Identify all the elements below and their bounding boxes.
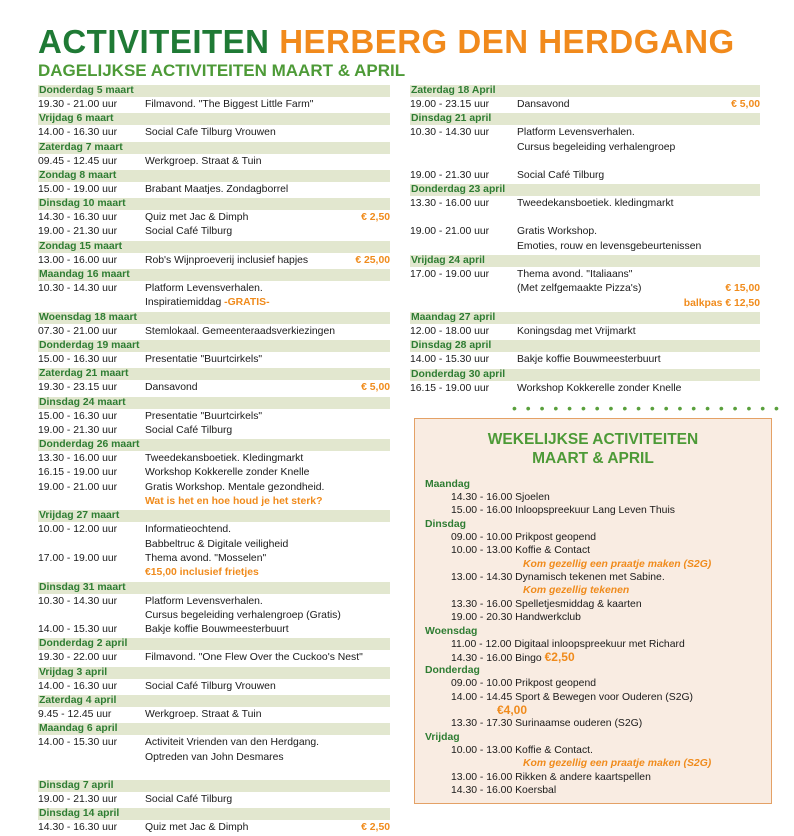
day-heading: Vrijdag 24 april [410,255,760,267]
activity-row [410,197,760,211]
activity-time: 09.45 - 12.45 uur [38,155,118,167]
activity-name: Quiz met Jac & Dimph [145,822,249,834]
weekly-row [425,504,771,517]
weekly-row-text: 11.00 - 12.00 Digitaal inloopspreekuur met Richard [451,638,685,650]
activity-name: Social Café Tilburg [517,169,605,181]
activity-name: Quiz met Jac & Dimph [145,212,249,224]
activity-row [410,382,760,396]
day-heading: Dinsdag 31 maart [38,582,390,594]
activity-row [38,793,390,807]
weekly-row-text: 14.30 - 16.00 Koersbal [451,785,557,797]
activity-price: € 5,00 [731,99,760,110]
weekly-row [425,691,771,704]
activity-time: 19.00 - 23.15 uur [410,99,490,110]
daily-activities-left-column [38,84,390,836]
day-heading: Dinsdag 28 april [410,340,760,352]
day-heading: Donderdag 2 april [38,638,390,650]
activity-row [38,282,390,296]
weekly-row-text: 14.30 - 16.00 Bingo [451,652,542,664]
activity-time: 19.00 - 21.00 uur [410,226,490,238]
activity-name: Informatieochtend. [145,524,232,536]
activity-detail-highlight: -GRATIS- [221,297,270,309]
activity-name: Presentatie "Buurtcirkels" [145,410,263,422]
day-heading: Donderdag 30 april [410,369,760,381]
activity-row [38,552,390,566]
activity-row [38,651,390,665]
title-herberg: HERBERG DEN HERDGANG [279,23,735,60]
weekly-row-text: 09.00 - 10.00 Prikpost geopend [451,531,596,543]
weekly-row [425,491,771,504]
activity-name: Werkgroep. Straat & Tuin [145,155,262,167]
activity-time: 19.00 - 21.30 uur [38,793,118,805]
activity-row [38,708,390,722]
activity-time: 10.30 - 14.30 uur [38,595,118,607]
activity-time: 17.00 - 19.00 uur [410,269,490,281]
activity-row [38,126,390,140]
spacer [38,765,390,779]
activity-name: Stemlokaal. Gemeenteraadsverkiezingen [145,325,336,337]
weekly-row-text: 09.00 - 10.00 Prikpost geopend [451,678,596,690]
activity-price: € 15,00 [725,283,760,295]
activity-name: Dansavond [145,382,198,394]
activity-time: 14.30 - 16.30 uur [38,822,118,834]
activity-row [38,410,390,424]
day-heading: Vrijdag 3 april [38,667,390,679]
activity-row [410,98,760,112]
activity-name: Rob's Wijnproeverij inclusief hapjes [145,254,309,266]
day-heading: Dinsdag 21 april [410,113,760,125]
activity-price: € 2,50 [361,822,390,834]
activity-name: Social Café Tilburg [145,424,233,436]
weekly-day-heading: Maandag [425,479,471,490]
activity-time: 15.00 - 19.00 uur [38,183,118,195]
activity-name: Gratis Workshop. [517,226,598,238]
daily-activities-right-column [410,84,760,396]
day-heading: Zaterdag 21 maart [38,368,390,380]
activity-row [38,381,390,395]
activity-time: 12.00 - 18.00 uur [410,325,490,337]
weekly-row-note: Kom gezellig een praatje maken (S2G) [523,758,712,770]
activity-time: 19.00 - 21.30 uur [410,169,490,181]
activity-discount-price: balkpas € 12,50 [683,297,760,309]
weekly-title-line2: MAART & APRIL [532,450,654,467]
activity-time: 10.30 - 14.30 uur [38,283,118,295]
activity-row [410,325,760,339]
weekly-row-text: 13.00 - 14.30 Dynamisch tekenen met Sabine. [451,571,665,583]
activity-row [410,126,760,140]
day-heading: Zaterdag 18 April [410,85,760,97]
activity-name: Presentatie "Buurtcirkels" [145,353,263,365]
activity-row [38,523,390,537]
activity-row [38,821,390,835]
weekly-day-heading: Woensdag [425,625,478,637]
activity-time: 14.30 - 16.30 uur [38,212,118,224]
weekly-row [425,571,771,584]
activity-detail-text: Babbeltruc & Digitale veiligheid [145,538,289,550]
weekly-row [425,771,771,784]
weekly-row-text: 19.00 - 20.30 Handwerkclub [451,612,581,624]
activity-row [38,183,390,197]
weekly-day-heading: Donderdag [425,665,480,677]
activity-row [38,452,390,466]
day-heading: Maandag 6 april [38,723,390,735]
activity-row [38,736,390,750]
activity-name: Platform Levensverhalen. [145,283,263,295]
day-heading: Vrijdag 27 maart [38,510,390,522]
activity-row [38,680,390,694]
activity-detail-text: Emoties, rouw en levensgebeurtenissen [517,240,702,252]
weekly-row [425,531,771,544]
weekly-row-text: 13.30 - 16.00 Spelletjesmiddag & kaarten [451,598,642,610]
activity-row [38,623,390,637]
weekly-row-text: 14.00 - 14.45 Sport & Bewegen voor Ouderen (S2G) [451,691,694,703]
day-heading: Dinsdag 10 maart [38,198,390,210]
activity-time: 19.30 - 22.00 uur [38,652,118,664]
weekly-row [425,677,771,690]
activity-name: Activiteit Vrienden van den Herdgang. [145,737,320,749]
weekly-day-heading: Vrijdag [425,731,460,743]
activity-detail-text: (Met zelfgemaakte Pizza's) [517,283,642,295]
day-heading: Donderdag 23 april [410,184,760,196]
activity-name: Platform Levensverhalen. [145,595,263,607]
activity-row [410,268,760,282]
title-activiteiten: ACTIVITEITEN [38,23,270,60]
activity-time: 19.00 - 21.30 uur [38,226,118,238]
activity-row [38,254,390,268]
activity-detail-text: Cursus begeleiding verhalengroep [517,141,676,153]
weekly-row-text: 13.30 - 17.30 Surinaamse ouderen (S2G) [451,718,643,730]
activity-time: 15.00 - 16.30 uur [38,353,118,365]
weekly-row [425,638,771,651]
activity-price: € 2,50 [361,212,390,224]
weekly-row [425,744,771,757]
activity-time: 10.30 - 14.30 uur [410,127,490,139]
activity-detail [38,751,390,765]
activity-detail-text: Optreden van John Desmares [145,751,284,763]
activity-detail-text: Cursus begeleiding verhalengroep (Gratis) [145,609,341,621]
activity-name: Brabant Maatjes. Zondagborrel [145,183,289,195]
activity-time: 19.30 - 23.15 uur [38,382,118,394]
weekly-row-text: 14.30 - 16.00 Sjoelen [451,492,550,503]
activity-time: 19.00 - 21.30 uur [38,424,118,436]
activity-time: 19.30 - 21.00 uur [38,99,118,110]
activity-time: 14.00 - 15.30 uur [38,624,118,636]
activity-time: 14.00 - 16.30 uur [38,680,118,692]
activity-row [38,225,390,239]
activity-row [38,466,390,480]
day-heading: Dinsdag 24 maart [38,397,390,409]
activity-time: 15.00 - 16.30 uur [38,410,118,422]
activity-row [410,225,760,239]
activity-time: 13.30 - 16.00 uur [38,453,118,465]
day-heading: Maandag 16 maart [38,269,390,281]
activity-time: 14.00 - 15.30 uur [410,354,490,366]
activity-price: € 25,00 [355,254,390,266]
activity-price: € 5,00 [361,382,390,394]
day-heading: Zaterdag 4 april [38,695,390,707]
day-heading: Zaterdag 7 maart [38,142,390,154]
activity-time: 10.00 - 12.00 uur [38,524,118,536]
day-heading: Dinsdag 7 april [38,780,390,792]
activity-row [38,424,390,438]
weekly-row [425,544,771,557]
weekly-activities-box [414,418,772,804]
activity-time: 14.00 - 15.30 uur [38,737,118,749]
weekly-row-text: 10.00 - 13.00 Koffie & Contact [451,545,591,557]
activity-time: 17.00 - 19.00 uur [38,552,118,564]
day-heading: Zondag 15 maart [38,241,390,253]
weekly-row-price: €4,00 [497,703,528,718]
activity-detail [410,240,760,254]
day-heading: Donderdag 5 maart [38,85,390,97]
activity-name: Werkgroep. Straat & Tuin [145,709,262,721]
day-heading: Woensdag 18 maart [38,312,390,324]
activity-name: Workshop Kokkerelle zonder Knelle [517,382,682,394]
activity-name: Bakje koffie Bouwmeesterbuurt [517,354,661,366]
activity-time: 16.15 - 19.00 uur [38,467,118,479]
weekly-row-text: 10.00 - 13.00 Koffie & Contact. [451,744,593,756]
day-heading: Maandag 27 april [410,312,760,324]
activity-detail-text: Inspiratiemiddag [145,297,222,309]
activity-time: 16.15 - 19.00 uur [410,382,490,394]
activity-name: Koningsdag met Vrijmarkt [517,325,636,337]
day-heading: Vrijdag 6 maart [38,113,390,125]
page-subtitle: DAGELIJKSE ACTIVITEITEN MAART & APRIL [38,61,406,80]
weekly-day-heading: Dinsdag [425,518,466,530]
activity-time: 07.30 - 21.00 uur [38,325,118,337]
activity-time: 13.30 - 16.00 uur [410,198,490,210]
weekly-row [425,598,771,611]
weekly-row-note: Kom gezellig een praatje maken (S2G) [523,558,712,570]
activity-time: 14.00 - 16.30 uur [38,127,118,139]
weekly-title-line1: WEKELIJKSE ACTIVITEITEN [487,431,699,448]
activity-name: Bakje koffie Bouwmeesterbuurt [145,624,289,636]
weekly-row [425,611,771,624]
activity-row [38,98,390,112]
activity-name: Thema avond. "Mosselen" [145,552,267,564]
activity-row [410,353,760,367]
activity-row [410,169,760,183]
weekly-row [425,717,771,730]
activity-row [38,211,390,225]
activity-time: 19.00 - 21.00 uur [38,481,118,493]
weekly-row-text: 15.00 - 16.00 Inloopspreekuur Lang Leven Thuis [451,505,675,517]
activity-row [38,481,390,495]
activity-name: Gratis Workshop. Mentale gezondheid. [145,481,325,493]
activity-detail [38,609,390,623]
spacer [410,155,760,169]
weekly-row-note: Kom gezellig tekenen [523,585,630,597]
weekly-row-price: €2,50 [544,649,575,664]
activity-name: Filmavond. "One Flew Over the Cuckoo's Nest" [145,652,363,664]
activity-detail [38,296,390,310]
activity-note: Wat is het en hoe houd je het sterk? [145,496,323,508]
weekly-row [425,651,771,664]
activity-detail [410,141,760,155]
weekly-title [415,430,771,468]
weekly-row [425,784,771,797]
day-heading: Donderdag 26 maart [38,439,390,451]
page-title [38,24,735,60]
activity-time: 9.45 - 12.45 uur [38,709,112,721]
activity-row [38,155,390,169]
activity-name: Workshop Kokkerelle zonder Knelle [145,467,310,479]
day-heading: Donderdag 19 maart [38,340,390,352]
activity-name: Social Café Tilburg Vrouwen [145,680,276,692]
activity-name: Social Café Tilburg [145,226,233,238]
activity-name: Tweedekansboetiek. Kledingmarkt [145,453,304,465]
activity-name: Thema avond. "Italiaans" [517,269,633,281]
activity-name: Dansavond [517,99,570,110]
activity-name: Social Café Tilburg [145,793,233,805]
activity-name: Filmavond. "The Biggest Little Farm" [145,99,314,110]
activity-name: Tweedekansboetiek. kledingmarkt [517,198,674,210]
activity-row [38,353,390,367]
activity-detail [38,538,390,552]
activity-row [38,595,390,609]
weekly-list [415,468,771,797]
activity-name: Platform Levensverhalen. [517,127,635,139]
activity-row [38,325,390,339]
dotted-divider: • • • • • • • • • • • • • • • • • • • • [512,400,782,416]
day-heading: Zondag 8 maart [38,170,390,182]
day-heading: Dinsdag 14 april [38,808,390,820]
weekly-row-text: 13.00 - 16.00 Rikken & andere kaartspellen [451,771,651,783]
activity-time: 13.00 - 16.00 uur [38,254,118,266]
activity-note: €15,00 inclusief frietjes [145,567,259,579]
activity-detail [410,282,760,296]
spacer [410,211,760,225]
activity-name: Social Cafe Tilburg Vrouwen [145,127,276,139]
